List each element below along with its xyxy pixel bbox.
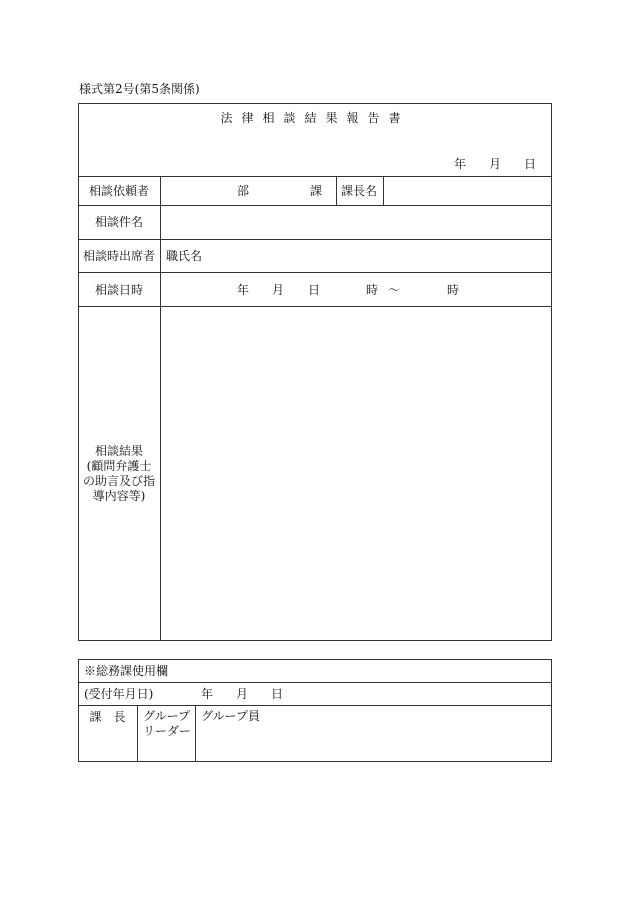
datetime-hour-start: 時 bbox=[366, 283, 379, 297]
requester-dept-suffix: 部 bbox=[237, 184, 250, 198]
form-caption: 様式第2号(第5条関係) bbox=[79, 82, 200, 96]
group-leader-seal-label: グループ リーダー bbox=[143, 709, 192, 738]
datetime-label: 相談日時 bbox=[94, 283, 143, 297]
cell-divider bbox=[383, 176, 384, 205]
row-divider bbox=[78, 682, 552, 683]
report-date-year: 年 bbox=[454, 157, 467, 171]
requester-label: 相談依頼者 bbox=[88, 184, 149, 198]
admin-header: ※総務課使用欄 bbox=[84, 664, 169, 678]
received-year: 年 bbox=[201, 687, 214, 701]
report-title: 法律相談結果報告書 bbox=[220, 111, 410, 125]
label-column-divider bbox=[160, 176, 161, 641]
cell-divider bbox=[195, 705, 196, 762]
row-divider bbox=[78, 205, 552, 206]
datetime-day: 日 bbox=[308, 283, 321, 297]
group-member-seal-label: グループ員 bbox=[201, 709, 261, 723]
row-divider bbox=[78, 272, 552, 273]
row-divider bbox=[78, 176, 552, 177]
requester-section-suffix: 課 bbox=[310, 184, 323, 198]
received-day: 日 bbox=[271, 687, 284, 701]
report-date-month: 月 bbox=[489, 157, 502, 171]
cell-divider bbox=[137, 705, 138, 762]
received-date-label: (受付年月日) bbox=[84, 687, 154, 701]
received-month: 月 bbox=[236, 687, 249, 701]
cell-divider bbox=[336, 176, 337, 205]
report-date-day: 日 bbox=[524, 157, 537, 171]
datetime-month: 月 bbox=[272, 283, 285, 297]
row-divider bbox=[78, 306, 552, 307]
attendee-label: 相談時出席者 bbox=[82, 249, 155, 263]
chief-name-label: 課長名 bbox=[341, 184, 378, 198]
attendee-title-name-label: 職氏名 bbox=[166, 249, 203, 263]
datetime-tilde: ～ bbox=[388, 283, 401, 297]
case-name-label: 相談件名 bbox=[94, 215, 143, 229]
row-divider bbox=[78, 705, 552, 706]
chief-seal-label: 課 長 bbox=[89, 710, 126, 724]
result-label: 相談結果 (顧問弁護士 の助言及び指 導内容等) bbox=[82, 444, 155, 503]
datetime-year: 年 bbox=[237, 283, 250, 297]
datetime-hour-end: 時 bbox=[447, 283, 460, 297]
row-divider bbox=[78, 239, 552, 240]
